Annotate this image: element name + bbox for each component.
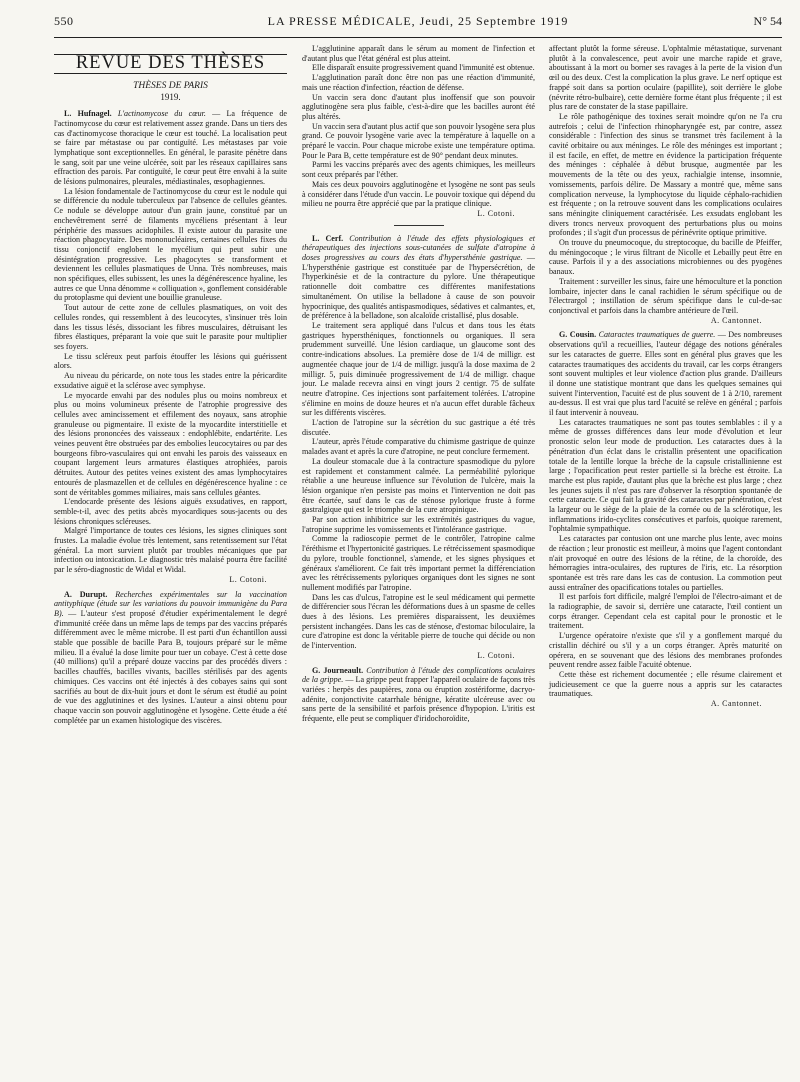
article-signature: L. Cotoni.	[229, 574, 267, 584]
article-paragraph: Un vaccin sera d'autant plus actif que son pouvoir lysogène sera plus grand. Ce pouvoir lysogène varie avec la température à laquelle on a préparé le vaccin. Pour chaque microbe existe une température optima. Pour le Para B, cette température est de 90° pendant deux minutes.	[302, 121, 535, 160]
article-paragraph: La douleur stomacale due à la contracture spasmodique du pylore est rapidement et constamment calmée. La perméabilité pylorique rétablie a une heureuse influence sur l'évolution de l'ulcère, mais la lésion organique n'en persiste pas moins et l'intervention ne doit pas être écartée, sauf dans le cas de sténose pylorique fruste à forme gastralgique qui est le triomphe de la cure atropinique.	[302, 456, 535, 515]
article-paragraph: Les cataractes traumatiques ne sont pas toutes semblables : il y a même de grosses différences dans leur mode d'évolution et leur pronostic selon leur mode de production. Les cataractes dues à la pénétration d'un éclat dans le cristallin présentent une opacification totale de la lentille lorque la brèche de la capsule cristallinienne est large ; l'opacification peut rester partielle si la brèche est étroite. La marche est plus rapide, d'autant plus que la brèche est plus large ; chez les jeunes sujets il n'est pas rare d'observer la résorption spontanée de cette cataracte. Ce qui fait la gravité des cataractes par pénétration, c'est la largeur ou le siège de la plaie de la cornée ou de la sclérotique, les inflammations irido-cyclites consécutives et parfois, quoique rarement, l'ophtalmie sympathique.	[549, 417, 782, 534]
article-paragraph: L'agglutination paraît donc être non pas une réaction d'immunité, mais une réaction d'infection, réaction de défense.	[302, 73, 535, 92]
article-paragraph: affectant plutôt la forme séreuse. L'ophtalmie métastatique, survenant plutôt à la convalescence, peut avoir une marche rapide et grave, aboutissant à la mort ou borner ses ravages à la perte de la vision d'un œil ou des deux. C'est la complication la plus grave. Le nerf optique est frappé soit dans sa portion oculaire (papillite), soit derrière le globe (névrite rétro-bulbaire), cette dernière forme étant plus fréquente ; il est plus rare de constater de la stase papillaire.	[549, 44, 782, 112]
article-paragraph: Malgré l'importance de toutes ces lésions, les signes cliniques sont frustes. La maladie évolue très lentement, sans retentissement sur l'état général. La mort survient plutôt par troubles mécaniques que par infection ou intoxication. Le diagnostic très malaisé pourra être facilité par le séro-diagnostic de Widal et Widal.	[54, 526, 287, 575]
article-paragraph: Dans les cas d'ulcus, l'atropine est le seul médicament qui permette de différencier sous l'écran les déformations dues à un spasme de celles dues à des lésions. Les premières disparaissent, les deuxièmes persistent inchangées. Dans les cas de sténose, d'estomac biloculaire, la cure d'atropine est donc la véritable pierre de touche qui décide ou non de l'intervention.	[302, 592, 535, 651]
article-paragraph: Parmi les vaccins préparés avec des agents chimiques, les meilleurs sont ceux préparés par l'éther.	[302, 160, 535, 180]
article-paragraph: G. Journeault. Contribution à l'étude des complications oculaires de la grippe. — La grippe peut frapper l'appareil oculaire de façons très variées : herpès des paupières, zona ou éruption zostériforme, dacryo-adénite, conjonctivite catarrhale bénigne, kératite ulcéreuse avec ou sans perte de la sensibilité et parfois présence d'hypopion. L'iritis est fréquente, elle peut se compliquer d'iridochoroïdite,	[302, 665, 536, 724]
article-paragraph: Le rôle pathogénique des toxines serait moindre qu'on ne l'a cru autrefois ; celui de l'infection rhinopharyngée est, par contre, assez considérable : l'infection des sinus se transmet très facilement à la cavité orbitaire ou aux méninges. Le rôle des méninges est important ; il est facile, en effet, de mettre en évidence la participation fréquente des méninges : céphalée à début brusque, augmentée par les mouvements de la tête ou des yeux, rachialgie intense, insomnie, vomissements, parfois délire. De Massary a montré que, même sans complication nerveuse, la lymphocytose du liquide céphalo-rachidien est fréquente ; on la retrouve souvent dans les complications oculaires sans méningite cliniquement caractérisée. Les exsudats englobant les divers troncs nerveux provoquent des perturbations plus ou moins profondes ; il s'agit d'un processus de périnévrite optique primitive.	[549, 111, 782, 238]
page-header	[54, 14, 782, 30]
article-paragraph: Traitement : surveiller les sinus, faire une hémoculture et la ponction lombaire, injecter dans le canal rachidien le sérum spécifique ou de l'électrargol ; instillation de sérum spécifique dans le cul-de-sac conjonctival et parfois dans la chambre antérieure de l'œil.	[549, 276, 782, 315]
article-title: Recherches expérimentales sur la vaccination antityphique (étude sur les variations du pouvoir immunigène du Para B).	[54, 589, 287, 618]
article-paragraph: L'agglutinine apparaît dans le sérum au moment de l'infection et d'autant plus que l'état général est plus atteint.	[302, 44, 535, 63]
article-paragraph: Cette thèse est richement documentée ; elle résume clairement et judicieusement ce que la guerre nous a appris sur les cataractes traumatiques.	[549, 670, 782, 699]
article-paragraph: On trouve du pneumocoque, du streptocoque, du bacille de Pfeiffer, du méningocoque ; le virus filtrant de Nicolle et Lebailly peut être en cause. Parfois il y a des associations microbiennes ou des pyogènes banaux.	[549, 238, 782, 277]
article-paragraph: L'endocarde présente des lésions aiguës exsudatives, en rapport, semble-t-il, avec des petits abcès myocardiques sous-jacents ou des lésions chroniques scléreuses.	[54, 497, 287, 526]
column-2	[302, 44, 535, 724]
section-year: 1919.	[160, 92, 181, 103]
article-paragraph: Mais ces deux pouvoirs agglutinogène et lysogène ne sont pas seuls à considérer dans l'étude d'un vaccin. Le pouvoir toxique qui dépend du milieu ne pourra être apprécié que par la pratique clinique.	[302, 179, 535, 209]
article-author: L. Cerf.	[312, 233, 344, 243]
article-paragraph: A. Durupt. Recherches expérimentales sur la vaccination antityphique (étude sur les variations du pouvoir immunigène du Para B). — L'auteur s'est proposé d'étudier expérimentalement le degré d'immunité créée dans un même laps de temps par des vaccins préparés différemment avec le même microbe. Il est parti d'un échantillon aussi stable que possible de bacille Para B, toujours préparé sur le même milieu. Il a évalué la dose limite pour tuer un cobaye. C'est à cette dose (40 millions) qu'il a préparé douze vaccins par des procédés divers : bacilles chauffés, bacilles vivants, bacilles stérilisés par des agents chimiques. Ces vaccins ont été injectés à des cobayes sains qui sont sacrifiés au bout de dix-huit jours et dont le sérum est étudié au point de vue des agglutinines et des lysines. L'auteur a ainsi obtenu pour chaque vaccin son pouvoir agglutinogène et lysogène. Cette étude a été complétée par un examen histologique des viscères.	[54, 589, 287, 725]
article-paragraph: L'action de l'atropine sur la sécrétion du suc gastrique a été très discutée.	[302, 418, 535, 437]
article-title: Contribution à l'étude des complications oculaires de la grippe.	[302, 665, 536, 685]
column-3	[549, 44, 782, 709]
article-paragraph: L. Hufnagel. L'actinomycose du cœur. — La fréquence de l'actinomycose du cœur est relativement assez grande. Dans un tiers des cas d'actinomycose thoracique le cœur est touché. La localisation peut se faire par métastase ou par contiguïté. Les métastases par voie lymphatique sont exceptionnelles. En général, le parasite pénètre dans le sang, soit par une veine ulcérée, soit par les réseaux capillaires sans effraction des parois. Par contiguïté, le cœur peut être envahi à la suite de lésions pulmonaires, pleurales, médiastinales, œsophagiennes.	[54, 109, 287, 187]
article-author: G. Cousin.	[559, 330, 597, 340]
article-paragraph: L'urgence opératoire n'existe que s'il y a gonflement marqué du cristallin déchiré ou s'il y a un corps étranger. Après maturité on opérera, en se souvenant que des lésions des membranes profondes peuvent rendre assez faible l'acuité obtenue.	[549, 631, 782, 670]
article-paragraph: Au niveau du péricarde, on note tous les stades entre la péricardite exsudative aiguë et la sclérose avec symphyse.	[54, 371, 287, 390]
article-paragraph: L. Cerf. Contribution à l'étude des effets physiologiques et thérapeutiques des injections sous-cutanées de sulfate d'atropine à doses progressives au cours des états d'hypersthénie gastrique. — L'hypersthénie gastrique est constituée par de l'hypersécrétion, de l'hyperkinésie et de la contracture du pylore. Une thérapeutique rationnelle doit combattre ces différentes manifestations simultanément. On utilise la belladone à cause de son pouvoir hypocrinique, des qualités antispasmodiques, sédatives et calmantes, et, de préférence à la belladone, son alcaloïde cristallisé, plus dosable.	[302, 233, 535, 321]
article-signature: A. Cantonnet.	[710, 699, 762, 709]
journal-title: LA PRESSE MÉDICALE, Jeudi, 25 Septembre 1919	[267, 14, 569, 28]
article-paragraph: Un vaccin sera donc d'autant plus inoffensif que son pouvoir agglutinogène sera plus faible, c'est-à-dire que les bacilles auront été plus altérés.	[302, 92, 535, 121]
header-rule	[54, 37, 782, 38]
column-1	[54, 44, 287, 725]
article-author: A. Durupt.	[64, 589, 108, 599]
issue-number: N° 54	[753, 14, 782, 28]
article-title: Cataractes traumatiques de guerre.	[598, 330, 716, 340]
article-paragraph: Il est parfois fort difficile, malgré l'emploi de l'électro-aimant et de la radiographie, de savoir si, derrière une cataracte, l'œil contient un corps étranger. Cependant cela est capital pour le pronostic et le traitement.	[549, 592, 782, 631]
article-paragraph: Par son action inhibitrice sur les extrémités gastriques du vague, l'atropine supprime les vomissements et l'intolérance gastrique.	[302, 515, 535, 534]
article-paragraph: L'auteur, après l'étude comparative du chimisme gastrique de quinze malades avant et après la cure d'atropine, ne peut conclure fermement.	[302, 437, 535, 457]
article-title: L'actinomycose du cœur.	[117, 109, 206, 119]
article-author: L. Hufnagel.	[64, 109, 112, 119]
section-subtitle: THÈSES DE PARIS	[133, 80, 208, 91]
article-author: G. Journeault.	[312, 665, 364, 675]
article-signature: A. Cantonnet.	[710, 315, 762, 325]
article-paragraph: Le myocarde envahi par des nodules plus ou moins nombreux et plus ou moins volumineux présente de l'atrophie progressive des cellules avec amincissement et effilement des noyaux, sans atrophie granuleuse ou pigmentaire. Il existe de la myocardite interstitielle et des lésions prononcées des vaisseaux : endophlébite, endartérite. Les veines peuvent être obstruées par des embolies leucocytaires ou par des bourgeons fibro-vasculaires qui ont envahi les parois des vaisseaux en coupant largement leurs armatures élastiques atrophiées, parois détruites. Autour des petites veines existent des amas lymphocytaires entourés de plasmazellen et de cellules en dégénérescence hyaline : ce sont de véritables gommes miliaires, mais sans cellules géantes.	[54, 390, 287, 497]
article-signature: L. Cotoni.	[477, 208, 515, 218]
section-title: REVUE DES THÈSES	[54, 54, 287, 74]
article-paragraph: G. Cousin. Cataractes traumatiques de guerre. — Des nombreuses observations qu'il a recueillies, l'auteur dégage des notions générales sur les cataractes de guerre. Elles sont en général plus graves que les cataractes traumatiques des accidents du travail, car les corps étrangers sont souvent multiples et leur violence d'action plus grande. D'ailleurs il donne une statistique montrant que dans les quelques semaines qui suivent l'intervention, l'acuité est de plus souvent de 1 à 2/10, rarement au-dessus. Il est vrai que plus tard l'acuité se relève en général ; parfois il faut intervenir à nouveau.	[549, 330, 782, 418]
page-number: 550	[54, 14, 74, 28]
separator-rule	[394, 225, 444, 226]
article-paragraph: Le traitement sera appliqué dans l'ulcus et dans tous les états gastriques hypersthéniques, fonctionnels ou organiques. Il sera prudemment surveillé. Une lésion cardiaque, un glaucome sont des contre-indications absolues. La première dose de 1/4 de milligr. est augmentée chaque jour de 1/4 de milligr. jusqu'à la dose maxima de 2 milligr. 5, puis diminuée progressivement de 1/4 de milligr. chaque jour. Le malade recevra ainsi en vingt jours 2 centigr. 75 de sulfate neutre d'atropine. Ces injections sont parfaitement tolérées. L'atropine s'élimine en moins de douze heures et n'a aucun effet durable fâcheux sur les différents viscères.	[302, 320, 535, 418]
article-paragraph: La lésion fondamentale de l'actinomycose du cœur est le nodule qui se différencie du nodule tuberculeux par l'absence de cellules géantes. Ce nodule se développe autour d'un grain jaune, constitué par un enchevêtrement serré de filaments mycéliens présentant à leur périphérie des massues acidophiles. Il existe autour du parasite une réaction phagocytaire. Des mononucléaires, certaines cellules fixes du tissu conjonctif englobent le mycélium qui peut subir une désintégration progressive. Les phagocytes se transforment et deviennent les cellules plasmatiques de Unna. Très nombreuses, mais non spécifiques, elles subissent, les unes la dégénérescence hyaline, les autres ce que Unna dénomme « colliquation », gonflement considérable du protoplasme qui devient une bouillie granuleuse.	[54, 186, 287, 303]
article-paragraph: Le tissu scléreux peut parfois étouffer les lésions qui guérissent alors.	[54, 351, 287, 371]
article-signature: L. Cotoni.	[477, 650, 515, 660]
article-title: Contribution à l'étude des effets physiologiques et thérapeutiques des injections sous-cutanées de sulfate d'atropine à doses progressives au cours des états d'hypersthénie gastrique.	[302, 233, 535, 263]
article-paragraph: Tout autour de cette zone de cellules plasmatiques, on voit des cellules rondes, qui ressemblent à des leucocytes, s'insinuer très loin dans les tissus lésés, dissociant les fibres musculaires, détruisant les fibres élastiques, préparant la voie que suit le parasite pour multiplier ses foyers.	[54, 303, 287, 351]
article-paragraph: Elle disparaît ensuite progressivement quand l'immunité est obtenue.	[312, 63, 535, 73]
article-paragraph: Les cataractes par contusion ont une marche plus lente, avec moins de réaction ; leur pronostic est meilleur, à moins que l'agent contondant n'ait provoqué en outre des lésions de la rétine, de la choroïde, des hémorragies intra-oculaires, des ruptures de l'iris, etc. La résorption spontanée est très rare dans les cas de contusion. La commotion peut aussi entraîner des opacifications totales ou partielles.	[549, 534, 782, 592]
article-paragraph: Comme la radioscopie permet de le contrôler, l'atropine calme l'éréthisme et l'hypertonicité gastriques. Le rétrécissement spasmodique du pylore, trouble fonctionnel, s'amende, et les signes physiques et généraux s'améliorent. Ce fait très important permet la différenciation avec les rétrécissements pyloriques organiques dont les signes ne sont nullement modifiés par l'atropine.	[302, 534, 535, 592]
